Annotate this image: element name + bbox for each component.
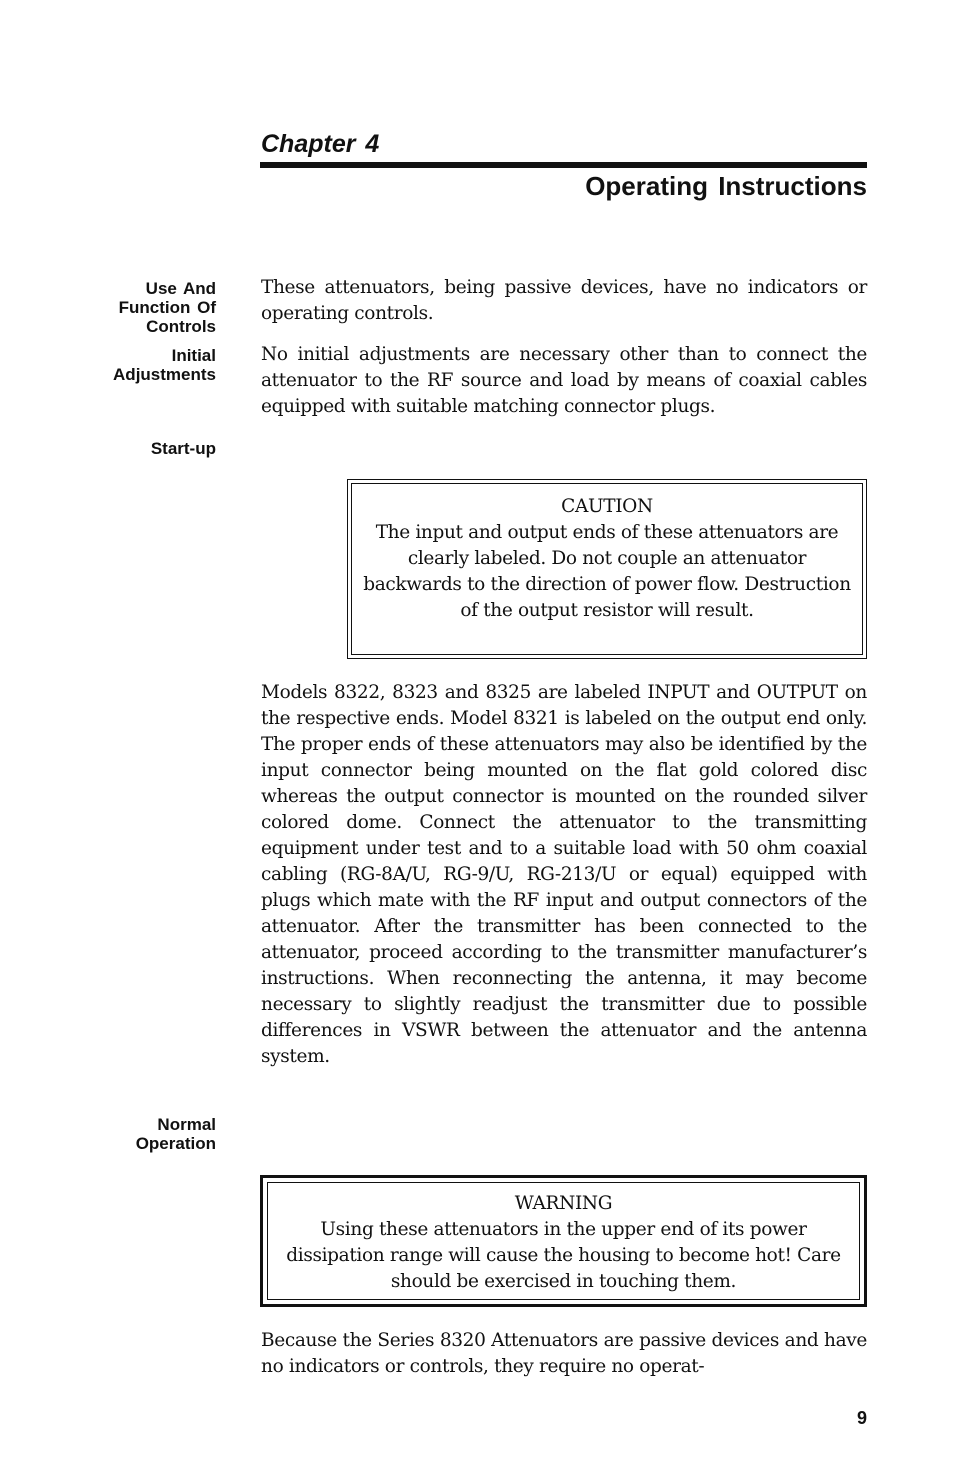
sidenote-line: Use And: [145, 279, 216, 298]
page-number: 9: [856, 1408, 867, 1428]
paragraph-startup: Models 8322, 8323 and 8325 are labeled INPUT and OUTPUT on the respective ends. Model 8321 is labeled on the output end only. The proper ends of these attenuators may also be identified by the input connector being mounted on the flat gold colored disc whereas the output connector is mounted on the rounded silver colored dome. Connect the attenuator to the transmitting equipment under test and to a suitable load with 50 ohm coaxial cabling (RG-8A/U, RG-9/U, RG-213/U or equal) equipped with plugs which mate with the RF input and output connectors of the attenuator. After the transmitter has been connected to the attenuator, proceed according to the transmitter manufacturer’s instructions. When reconnecting the antenna, it may become necessary to slightly readjust the transmitter due to possible differences in VSWR between the attenuator and the antenna system.: [261, 682, 867, 1067]
warning-inner-frame: [267, 1182, 860, 1300]
sidenote-line: Adjustments: [113, 365, 216, 384]
sidenote-initial-adjustments: [113, 346, 216, 384]
sidenote-start-up: [151, 439, 216, 458]
page-title: Operating Instructions: [585, 171, 867, 201]
chapter-label: Chapter 4: [261, 130, 380, 158]
sidenote-line: Function Of: [118, 298, 216, 317]
caution-heading: CAUTION: [561, 496, 653, 517]
warning-box: [260, 1175, 867, 1307]
caution-inner-frame: [351, 483, 863, 655]
sidenote-line: Normal: [157, 1115, 216, 1134]
paragraph-normal: Because the Series 8320 Attenuators are passive devices and have no indicators or controls, they require no operat-: [261, 1330, 867, 1377]
caution-content: [352, 484, 862, 624]
caution-body: The input and output ends of these attenuators are clearly labeled. Do not couple an attenuator backwards to the direction of power flow. Destruction of the output resistor will result.: [363, 522, 851, 621]
sidenote-line: Start-up: [150, 439, 216, 458]
warning-content: [268, 1183, 859, 1295]
warning-body: Using these attenuators in the upper end of its power dissipation range will cause the housing to become hot! Care should be exercised in touching them.: [286, 1219, 841, 1292]
sidenote-line: Operation: [135, 1134, 216, 1153]
sidenote-normal-operation: [136, 1115, 216, 1153]
sidenote-line: Initial: [171, 346, 216, 365]
chapter-rule: [260, 162, 867, 168]
caution-box: [347, 479, 867, 659]
sidenote-line: Controls: [146, 317, 216, 336]
sidenote-use-and-function: [119, 279, 216, 336]
paragraph-adjustments: No initial adjustments are necessary other than to connect the attenuator to the RF source and load by means of coaxial cables equipped with suitable matching connector plugs.: [261, 344, 867, 417]
warning-heading: WARNING: [514, 1193, 613, 1214]
paragraph-controls: These attenuators, being passive devices, have no indicators or operating controls.: [261, 277, 867, 324]
